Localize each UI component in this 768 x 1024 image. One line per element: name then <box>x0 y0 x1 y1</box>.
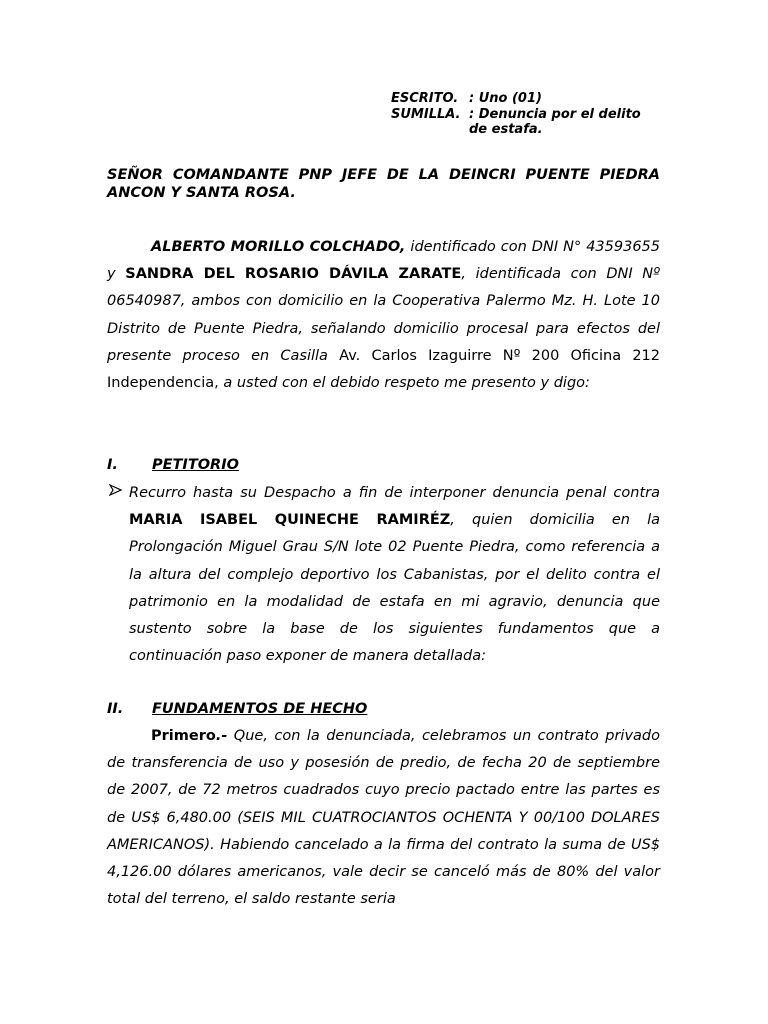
petitorio-bullet <box>107 480 660 670</box>
sumilla-value: : Denuncia por el delito de estafa. <box>469 106 641 137</box>
sumilla-row <box>391 107 661 138</box>
arrowhead-bullet-icon <box>109 484 122 499</box>
procedural-address: Av. Carlos Izaguirre Nº 200 Oficina 212 Independencia, <box>107 347 660 392</box>
primero-label: Primero <box>151 728 216 744</box>
primero-separator: .- <box>215 728 228 744</box>
intro-text-3: a usted con el debido respeto me presento y digo: <box>218 375 590 392</box>
petitorio-text-b: , quien domicilia en la Prolongación Miguel Grau S/N lote 02 Puente Piedra, como referencia a la altura del complejo deportivo los Cabanistas, por el delito contra el patrimonio en la modalidad de estafa en mi agravio, denuncia que sustento sobre la base de los siguientes fundamentos que a continuación paso exponer de manera detallada: <box>129 512 660 665</box>
escrito-row <box>391 91 661 107</box>
section-fundamentos-heading <box>107 700 660 718</box>
intro-paragraph <box>107 234 660 397</box>
section-number: I. <box>107 457 118 473</box>
intro-text-2: , identificada con DNI Nº 06540987, ambos con domicilio en la Cooperativa Palermo Mz. H. Lote 10 Distrito de Puente Piedra, señalando domicilio procesal para efectos del presente proceso en Casilla <box>107 266 660 364</box>
defendant-name: MARIA ISABEL QUINECHE RAMIRÉZ <box>129 512 451 529</box>
escrito-value: : Uno (01) <box>469 91 542 106</box>
escrito-label: ESCRITO. <box>391 91 459 106</box>
addressee: SEÑOR COMANDANTE PNP JEFE DE LA DEINCRI PUENTE PIEDRA ANCON Y SANTA ROSA. <box>107 167 660 201</box>
plaintiff-2-name: SANDRA DEL ROSARIO DÁVILA ZARATE <box>125 266 462 283</box>
primero-text: Que, con la denunciada, celebramos un contrato privado de transferencia de uso y posesión de predio, de fecha 20 de septiembre de 2007, de 72 metros cuadrados cuyo precio pactado entre las partes es de US$ 6,480.00 (SEIS MIL CUATROCIANTOS OCHENTA Y 00/100 DOLARES AMERICANOS). Habiendo cancelado a la firma del contrato la suma de US$ 4,126.00 dólares americanos, vale decir se canceló más de 80% del valor total del terreno, el saldo restante seria <box>107 728 660 908</box>
section-number: II. <box>107 701 124 717</box>
petitorio-text <box>129 480 660 670</box>
plaintiff-1-name: ALBERTO MORILLO COLCHADO, <box>151 239 406 255</box>
primero-paragraph <box>107 723 660 913</box>
section-petitorio-heading <box>107 456 660 474</box>
petitorio-text-a: Recurro hasta su Despacho a fin de interponer denuncia penal contra <box>129 485 660 501</box>
document-header <box>391 91 661 138</box>
intro-text-1: identificado con DNI N° 43593655 y <box>107 239 661 283</box>
section-title: PETITORIO <box>152 457 239 473</box>
sumilla-label: SUMILLA. <box>391 106 461 122</box>
section-title: FUNDAMENTOS DE HECHO <box>152 701 368 717</box>
